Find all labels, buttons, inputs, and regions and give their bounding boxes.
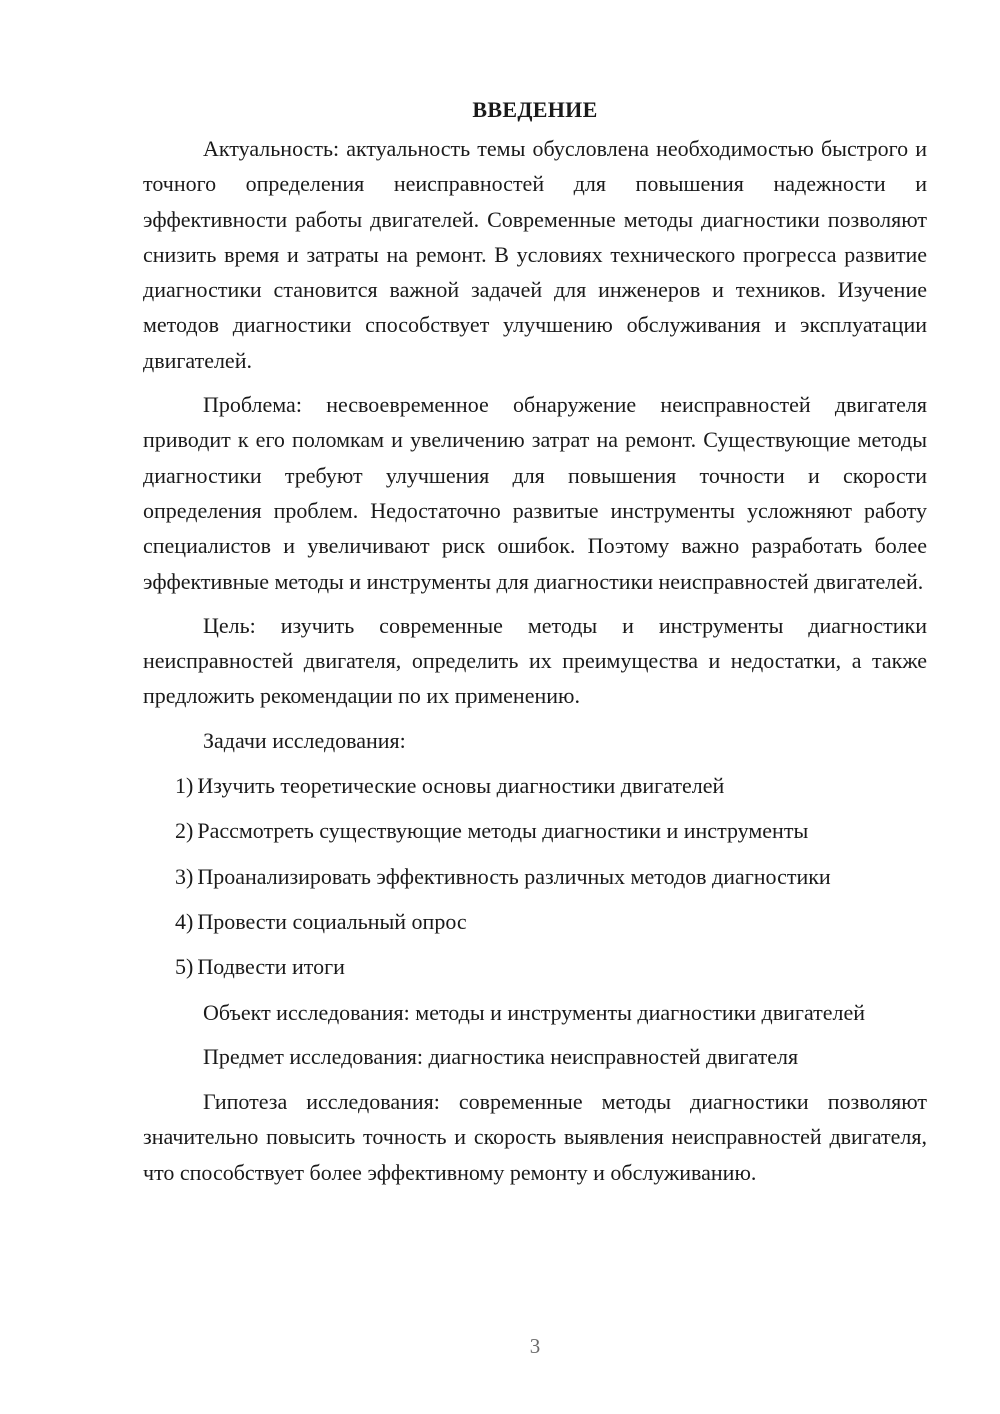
list-item-number: 1) bbox=[175, 773, 194, 799]
list-item-text: Проанализировать эффективность различных методов диагностики bbox=[197, 863, 831, 889]
list-item-text: Подвести итоги bbox=[197, 954, 345, 980]
list-item bbox=[143, 859, 927, 894]
list-item-number: 2) bbox=[175, 818, 194, 844]
subject-paragraph: Предмет исследования: диагностика неисправностей двигателя bbox=[203, 1043, 799, 1069]
list-item-text: Провести социальный опрос bbox=[197, 908, 467, 934]
relevance-paragraph: Актуальность: актуальность темы обусловлена необходимостью быстрого и точного определения неисправностей для повышения надежности и эффективности работы двигателей. Современные методы диагностики позволяют снизить время и затраты на ремонт. В условиях технического прогресса развитие диагностики становится важной задачей для инженеров и техников. Изучение методов диагностики способствует улучшению обслуживания и эксплуатации двигателей. bbox=[143, 136, 927, 373]
hypothesis-paragraph: Гипотеза исследования: современные методы диагностики позволяют значительно повысить точность и скорость выявления неисправностей двигателя, что способствует более эффективному ремонту и обслуживанию. bbox=[143, 1089, 927, 1185]
page-content bbox=[143, 92, 927, 1199]
list-item-text: Изучить теоретические основы диагностики двигателей bbox=[197, 773, 725, 799]
problem-paragraph: Проблема: несвоевременное обнаружение неисправностей двигателя приводит к его поломкам и увеличению затрат на ремонт. Существующие методы диагностики требуют улучшения для повышения точности и скорости определения проблем. Недостаточно развитые инструменты усложняют работу специалистов и увеличивают риск ошибок. Поэтому важно разработать более эффективные методы и инструменты для диагностики неисправностей двигателей. bbox=[143, 392, 927, 594]
list-item-number: 3) bbox=[175, 863, 194, 889]
section-title: ВВЕДЕНИЕ bbox=[472, 97, 598, 122]
list-item-text: Рассмотреть существующие методы диагностики и инструменты bbox=[197, 818, 809, 844]
tasks-list bbox=[143, 768, 927, 984]
list-item bbox=[143, 904, 927, 939]
tasks-heading: Задачи исследования: bbox=[203, 727, 406, 753]
goal-paragraph: Цель: изучить современные методы и инструменты диагностики неисправностей двигателя, определить их преимущества и недостатки, а также предложить рекомендации по их применению. bbox=[143, 612, 927, 709]
page-number: 3 bbox=[529, 1334, 541, 1358]
list-item-number: 4) bbox=[175, 908, 194, 934]
list-item bbox=[143, 813, 927, 848]
list-item-number: 5) bbox=[175, 954, 194, 980]
object-paragraph: Объект исследования: методы и инструменты диагностики двигателей bbox=[203, 999, 866, 1025]
list-item bbox=[143, 768, 927, 803]
list-item bbox=[143, 949, 927, 984]
